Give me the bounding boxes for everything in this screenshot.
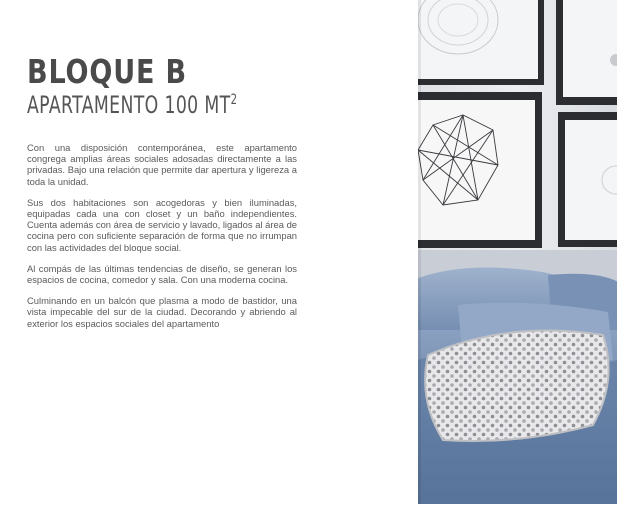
paragraph-4: Culminando en un balcón que plasma a modo de bastidor, una vista impecable del sur de la ciudad. Decorando y abriendo al exterior los espacios sociales del apartamento: [27, 295, 297, 329]
subtitle-superscript: 2: [230, 92, 238, 108]
subtitle-text: APARTAMENTO 100 MT: [27, 91, 231, 119]
knitted-cushion: [425, 331, 608, 442]
paragraph-1: Con una disposición contemporánea, este apartamento congrega amplias áreas sociales adosadas directamente a las privadas. Bajo una relación que permite dar apertura y ligereza a toda la unidad.: [27, 142, 297, 187]
bedroom-photo: [418, 0, 617, 504]
page-subtitle: [27, 90, 238, 120]
paragraph-2: Sus dos habitaciones son acogedoras y bien iluminadas, equipadas cada una con closet y un baño independientes. Cuenta además con área de servicio y lavado, ligados al área de cocina pero con suficiente separación de forma que no irrumpan con las actividades del bloque social.: [27, 196, 297, 253]
picture-frame-2: [556, 0, 617, 105]
picture-frame-1: [418, 0, 544, 85]
picture-frame-4: [558, 112, 617, 247]
description: [27, 142, 297, 329]
page-title: BLOQUE B: [27, 52, 187, 91]
text-column: [27, 52, 297, 339]
picture-frame-3: [418, 92, 542, 248]
paragraph-3: Al compás de las últimas tendencias de diseño, se generan los espacios de cocina, comedor y sala. Con una moderna cocina.: [27, 262, 297, 286]
